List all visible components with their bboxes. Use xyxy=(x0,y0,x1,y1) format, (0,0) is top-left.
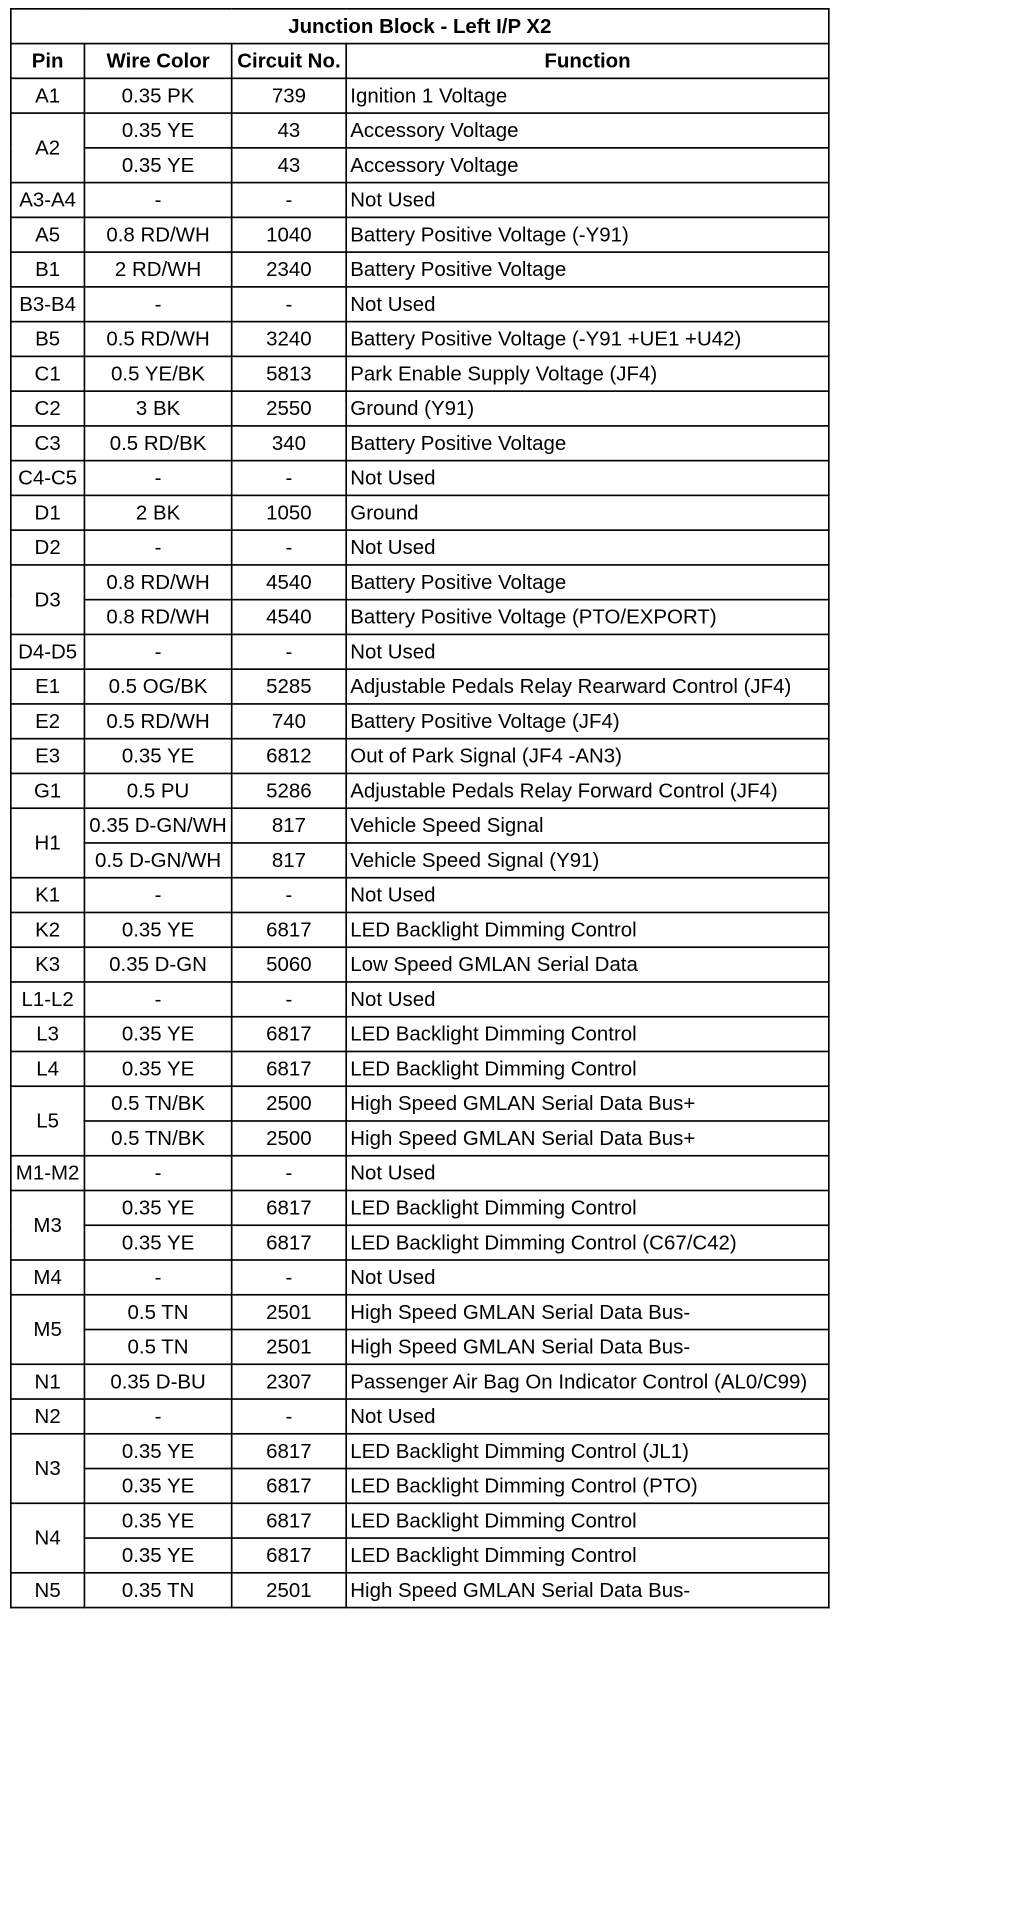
table-row xyxy=(11,1538,829,1573)
pin-cell: K3 xyxy=(11,947,85,982)
wire-color-cell: 0.35 D-GN/WH xyxy=(84,808,231,843)
function-cell: Out of Park Signal (JF4 -AN3) xyxy=(346,739,829,774)
circuit-number-cell: 2340 xyxy=(232,252,347,287)
pin-cell: K1 xyxy=(11,878,85,913)
table-row xyxy=(11,878,829,913)
function-cell: LED Backlight Dimming Control xyxy=(346,912,829,947)
function-cell: Battery Positive Voltage (-Y91) xyxy=(346,217,829,252)
wire-color-cell: 0.8 RD/WH xyxy=(84,217,231,252)
pin-cell: D2 xyxy=(11,530,85,565)
circuit-number-cell: 6817 xyxy=(232,1434,347,1469)
table-row xyxy=(11,773,829,808)
pin-cell: B1 xyxy=(11,252,85,287)
function-cell: Ground (Y91) xyxy=(346,391,829,426)
circuit-number-cell: 740 xyxy=(232,704,347,739)
function-cell: Ground xyxy=(346,495,829,530)
circuit-number-cell: 6817 xyxy=(232,1469,347,1504)
function-cell: Not Used xyxy=(346,878,829,913)
table-row xyxy=(11,1434,829,1469)
header-row xyxy=(11,44,829,79)
wire-color-cell: - xyxy=(84,878,231,913)
pin-cell: L5 xyxy=(11,1086,85,1156)
wire-color-cell: 0.5 RD/WH xyxy=(84,704,231,739)
circuit-number-cell: 4540 xyxy=(232,565,347,600)
wire-color-cell: 3 BK xyxy=(84,391,231,426)
table-title: Junction Block - Left I/P X2 xyxy=(11,9,829,44)
wire-color-cell: 0.35 YE xyxy=(84,1503,231,1538)
wire-color-cell: 0.35 YE xyxy=(84,1225,231,1260)
table-row xyxy=(11,1051,829,1086)
wire-color-cell: 0.35 YE xyxy=(84,1538,231,1573)
pin-cell: N5 xyxy=(11,1573,85,1608)
pin-cell: D4-D5 xyxy=(11,634,85,669)
wire-color-cell: 2 BK xyxy=(84,495,231,530)
circuit-number-cell: 1050 xyxy=(232,495,347,530)
function-cell: Battery Positive Voltage (-Y91 +UE1 +U42) xyxy=(346,322,829,357)
pin-cell: A5 xyxy=(11,217,85,252)
circuit-number-cell: 5060 xyxy=(232,947,347,982)
wire-color-cell: 0.35 YE xyxy=(84,1017,231,1052)
circuit-number-cell: 6817 xyxy=(232,1190,347,1225)
function-cell: High Speed GMLAN Serial Data Bus+ xyxy=(346,1086,829,1121)
function-cell: LED Backlight Dimming Control xyxy=(346,1503,829,1538)
circuit-number-cell: 2501 xyxy=(232,1573,347,1608)
function-cell: Park Enable Supply Voltage (JF4) xyxy=(346,356,829,391)
pin-cell: C4-C5 xyxy=(11,461,85,496)
function-cell: Battery Positive Voltage (PTO/EXPORT) xyxy=(346,600,829,635)
wire-color-cell: 0.35 YE xyxy=(84,739,231,774)
function-cell: Accessory Voltage xyxy=(346,113,829,148)
function-cell: Vehicle Speed Signal (Y91) xyxy=(346,843,829,878)
function-cell: Not Used xyxy=(346,634,829,669)
table-row xyxy=(11,113,829,148)
function-cell: Not Used xyxy=(346,1399,829,1434)
wire-color-cell: 0.5 D-GN/WH xyxy=(84,843,231,878)
function-cell: LED Backlight Dimming Control xyxy=(346,1538,829,1573)
table-row xyxy=(11,252,829,287)
wire-color-cell: 0.35 YE xyxy=(84,1051,231,1086)
table-row xyxy=(11,1364,829,1399)
table-row xyxy=(11,982,829,1017)
column-header-wire-color: Wire Color xyxy=(84,44,231,79)
pin-cell: N4 xyxy=(11,1503,85,1573)
table-row xyxy=(11,1399,829,1434)
wire-color-cell: - xyxy=(84,530,231,565)
pin-cell: E1 xyxy=(11,669,85,704)
pin-cell: L1-L2 xyxy=(11,982,85,1017)
pin-cell: E3 xyxy=(11,739,85,774)
function-cell: Vehicle Speed Signal xyxy=(346,808,829,843)
wire-color-cell: - xyxy=(84,1260,231,1295)
function-cell: Passenger Air Bag On Indicator Control (AL0/C99) xyxy=(346,1364,829,1399)
function-cell: Battery Positive Voltage xyxy=(346,252,829,287)
column-header-function: Function xyxy=(346,44,829,79)
table-row xyxy=(11,391,829,426)
table-row xyxy=(11,78,829,113)
circuit-number-cell: - xyxy=(232,1399,347,1434)
column-header-circuit-no: Circuit No. xyxy=(232,44,347,79)
circuit-number-cell: 43 xyxy=(232,113,347,148)
pin-cell: C2 xyxy=(11,391,85,426)
function-cell: Ignition 1 Voltage xyxy=(346,78,829,113)
pin-cell: M3 xyxy=(11,1190,85,1260)
connector-pinout-document xyxy=(10,8,828,1608)
pin-cell: L4 xyxy=(11,1051,85,1086)
table-row xyxy=(11,1017,829,1052)
wire-color-cell: 0.5 PU xyxy=(84,773,231,808)
table-row xyxy=(11,1190,829,1225)
circuit-number-cell: - xyxy=(232,1260,347,1295)
circuit-number-cell: 6817 xyxy=(232,1503,347,1538)
wire-color-cell: - xyxy=(84,183,231,218)
pin-cell: D1 xyxy=(11,495,85,530)
table-row xyxy=(11,1156,829,1191)
wire-color-cell: 0.35 TN xyxy=(84,1573,231,1608)
circuit-number-cell: 2550 xyxy=(232,391,347,426)
table-row xyxy=(11,426,829,461)
pin-cell: A1 xyxy=(11,78,85,113)
circuit-number-cell: - xyxy=(232,461,347,496)
table-row xyxy=(11,1295,829,1330)
wire-color-cell: 0.8 RD/WH xyxy=(84,565,231,600)
pin-cell: G1 xyxy=(11,773,85,808)
pin-cell: E2 xyxy=(11,704,85,739)
table-row xyxy=(11,1086,829,1121)
function-cell: Not Used xyxy=(346,461,829,496)
wire-color-cell: 0.5 TN xyxy=(84,1295,231,1330)
wire-color-cell: 0.35 PK xyxy=(84,78,231,113)
pin-cell: A2 xyxy=(11,113,85,183)
function-cell: Low Speed GMLAN Serial Data xyxy=(346,947,829,982)
table-row xyxy=(11,600,829,635)
table-row xyxy=(11,1503,829,1538)
wire-color-cell: 0.5 YE/BK xyxy=(84,356,231,391)
function-cell: Not Used xyxy=(346,1260,829,1295)
table-row xyxy=(11,148,829,183)
table-row xyxy=(11,217,829,252)
wire-color-cell: - xyxy=(84,1399,231,1434)
circuit-number-cell: - xyxy=(232,878,347,913)
table-row xyxy=(11,912,829,947)
function-cell: High Speed GMLAN Serial Data Bus- xyxy=(346,1295,829,1330)
pin-cell: K2 xyxy=(11,912,85,947)
pin-cell: C3 xyxy=(11,426,85,461)
function-cell: Accessory Voltage xyxy=(346,148,829,183)
circuit-number-cell: 6817 xyxy=(232,1538,347,1573)
circuit-number-cell: - xyxy=(232,287,347,322)
function-cell: High Speed GMLAN Serial Data Bus+ xyxy=(346,1121,829,1156)
function-cell: LED Backlight Dimming Control (C67/C42) xyxy=(346,1225,829,1260)
table-row xyxy=(11,461,829,496)
pin-cell: A3-A4 xyxy=(11,183,85,218)
wire-color-cell: 0.5 TN xyxy=(84,1330,231,1365)
circuit-number-cell: 817 xyxy=(232,843,347,878)
function-cell: LED Backlight Dimming Control xyxy=(346,1190,829,1225)
function-cell: LED Backlight Dimming Control (JL1) xyxy=(346,1434,829,1469)
function-cell: Adjustable Pedals Relay Forward Control (JF4) xyxy=(346,773,829,808)
table-row xyxy=(11,530,829,565)
pin-cell: N2 xyxy=(11,1399,85,1434)
table-row xyxy=(11,287,829,322)
table-row xyxy=(11,669,829,704)
wire-color-cell: 0.35 YE xyxy=(84,1190,231,1225)
pin-cell: C1 xyxy=(11,356,85,391)
table-row xyxy=(11,704,829,739)
table-row xyxy=(11,1225,829,1260)
pin-cell: L3 xyxy=(11,1017,85,1052)
table-row xyxy=(11,495,829,530)
function-cell: High Speed GMLAN Serial Data Bus- xyxy=(346,1573,829,1608)
table-row xyxy=(11,1260,829,1295)
wire-color-cell: 0.5 RD/BK xyxy=(84,426,231,461)
wire-color-cell: - xyxy=(84,634,231,669)
wire-color-cell: - xyxy=(84,287,231,322)
pin-cell: H1 xyxy=(11,808,85,878)
circuit-number-cell: 2307 xyxy=(232,1364,347,1399)
wire-color-cell: 0.5 TN/BK xyxy=(84,1086,231,1121)
pin-cell: M5 xyxy=(11,1295,85,1365)
table-row xyxy=(11,634,829,669)
function-cell: Adjustable Pedals Relay Rearward Control (JF4) xyxy=(346,669,829,704)
wire-color-cell: - xyxy=(84,1156,231,1191)
pin-cell: D3 xyxy=(11,565,85,635)
pin-cell: N3 xyxy=(11,1434,85,1504)
table-row xyxy=(11,565,829,600)
wire-color-cell: 0.35 YE xyxy=(84,148,231,183)
function-cell: Battery Positive Voltage xyxy=(346,565,829,600)
circuit-number-cell: 6817 xyxy=(232,912,347,947)
function-cell: Not Used xyxy=(346,1156,829,1191)
column-header-pin: Pin xyxy=(11,44,85,79)
wire-color-cell: 0.35 YE xyxy=(84,1469,231,1504)
pin-cell: M4 xyxy=(11,1260,85,1295)
circuit-number-cell: 2500 xyxy=(232,1121,347,1156)
circuit-number-cell: 3240 xyxy=(232,322,347,357)
table-row xyxy=(11,1469,829,1504)
function-cell: Battery Positive Voltage (JF4) xyxy=(346,704,829,739)
wire-color-cell: 2 RD/WH xyxy=(84,252,231,287)
table-row xyxy=(11,322,829,357)
function-cell: Not Used xyxy=(346,287,829,322)
table-row xyxy=(11,356,829,391)
circuit-number-cell: 43 xyxy=(232,148,347,183)
table-row xyxy=(11,1121,829,1156)
circuit-number-cell: - xyxy=(232,982,347,1017)
function-cell: LED Backlight Dimming Control (PTO) xyxy=(346,1469,829,1504)
pin-cell: M1-M2 xyxy=(11,1156,85,1191)
table-row xyxy=(11,183,829,218)
pin-cell: B5 xyxy=(11,322,85,357)
pin-cell: B3-B4 xyxy=(11,287,85,322)
table-row xyxy=(11,1330,829,1365)
wire-color-cell: 0.35 D-GN xyxy=(84,947,231,982)
function-cell: LED Backlight Dimming Control xyxy=(346,1051,829,1086)
circuit-number-cell: 739 xyxy=(232,78,347,113)
circuit-number-cell: 2500 xyxy=(232,1086,347,1121)
wire-color-cell: 0.5 OG/BK xyxy=(84,669,231,704)
pinout-table-body xyxy=(11,78,829,1607)
circuit-number-cell: 6812 xyxy=(232,739,347,774)
circuit-number-cell: 5286 xyxy=(232,773,347,808)
circuit-number-cell: 6817 xyxy=(232,1225,347,1260)
circuit-number-cell: 2501 xyxy=(232,1330,347,1365)
circuit-number-cell: - xyxy=(232,1156,347,1191)
circuit-number-cell: - xyxy=(232,183,347,218)
wire-color-cell: 0.35 YE xyxy=(84,912,231,947)
wire-color-cell: 0.35 D-BU xyxy=(84,1364,231,1399)
wire-color-cell: - xyxy=(84,982,231,1017)
function-cell: Not Used xyxy=(346,183,829,218)
pinout-table xyxy=(10,8,830,1608)
function-cell: High Speed GMLAN Serial Data Bus- xyxy=(346,1330,829,1365)
table-row xyxy=(11,739,829,774)
function-cell: Battery Positive Voltage xyxy=(346,426,829,461)
function-cell: Not Used xyxy=(346,530,829,565)
table-row xyxy=(11,808,829,843)
table-row xyxy=(11,843,829,878)
circuit-number-cell: 6817 xyxy=(232,1051,347,1086)
title-row xyxy=(11,9,829,44)
wire-color-cell: - xyxy=(84,461,231,496)
circuit-number-cell: 340 xyxy=(232,426,347,461)
wire-color-cell: 0.8 RD/WH xyxy=(84,600,231,635)
wire-color-cell: 0.5 RD/WH xyxy=(84,322,231,357)
circuit-number-cell: - xyxy=(232,530,347,565)
wire-color-cell: 0.35 YE xyxy=(84,113,231,148)
pin-cell: N1 xyxy=(11,1364,85,1399)
function-cell: Not Used xyxy=(346,982,829,1017)
circuit-number-cell: 4540 xyxy=(232,600,347,635)
wire-color-cell: 0.5 TN/BK xyxy=(84,1121,231,1156)
circuit-number-cell: 6817 xyxy=(232,1017,347,1052)
wire-color-cell: 0.35 YE xyxy=(84,1434,231,1469)
circuit-number-cell: 5285 xyxy=(232,669,347,704)
table-row xyxy=(11,947,829,982)
function-cell: LED Backlight Dimming Control xyxy=(346,1017,829,1052)
circuit-number-cell: 817 xyxy=(232,808,347,843)
table-row xyxy=(11,1573,829,1608)
circuit-number-cell: 2501 xyxy=(232,1295,347,1330)
circuit-number-cell: 5813 xyxy=(232,356,347,391)
circuit-number-cell: 1040 xyxy=(232,217,347,252)
circuit-number-cell: - xyxy=(232,634,347,669)
